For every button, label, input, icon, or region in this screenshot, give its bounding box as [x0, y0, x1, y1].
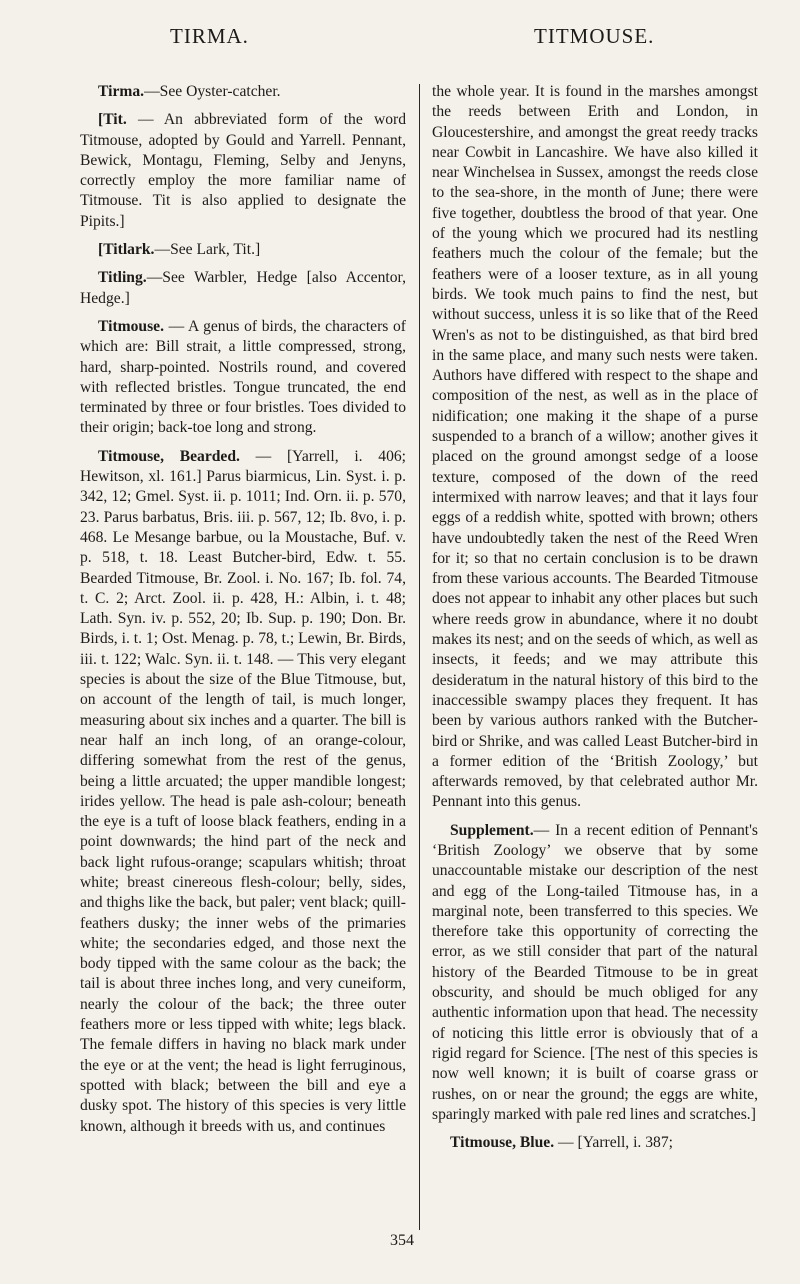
running-head-right: TITMOUSE. — [534, 24, 655, 48]
entry-text: — An abbreviated form of the word Titmouse, adopted by Gould and Yarrell. Pennant, Bewick, Montagu, Fleming, Selby and Jenyns, correctly employ the more familiar name of Titmouse. Tit is also applied to designate the Pipits.] — [80, 111, 406, 230]
entry-term: Titling. — [98, 269, 147, 287]
entry-text: — [Yarrell, i. 406; Hewitson, xl. 161.] Parus biarmicus, Lin. Syst. i. p. 342, 12; Gmel. Syst. ii. p. 1011; Ind. Orn. ii. p. 570, 23. Parus barbatus, Bris. iii. p. 567, 12; Ib. 8vo, i. p. 468. Le Mesange barbue, ou la Moustache, Buf. v. p. 518, t. 18. Least Butcher-bird, Edw. t. 55. Bearded Titmouse, Br. Zool. i. No. 167; Ib. fol. 74, t. C. 2; Arct. Zool. ii. p. 428, H.: Albin, i. t. 48; Lath. Syn. iv. p. 552, 20; Ib. Sup. p. 190; Don. Br. Birds, i. t. 1; Ost. Menag. p. 78, t.; Lewin, Br. Birds, iii. t. 122; Walc. Syn. ii. t. 148. — This very elegant species is about the size of the Blue Titmouse, but, on account of the length of tail, is much longer, measuring about six inches and a quarter. The bill is near half an inch long, of an orange-colour, differing somewhat from the rest of the genus, being a little arcuated; the upper mandible longest; irides yellow. The head is pale ash-colour; beneath the eye is a tuft of loose black feathers, ending in a point downwards; the hind part of the neck and back light rufous-orange; scapulars whitish; throat white; breast cinereous flesh-colour; belly, sides, and thighs like the back, but paler; vent black; quill-feathers dusky; the inner webs of the primaries white; the secondaries edged, and those next the body tipped with the same colour as the back; the tail is about three inches long, and very cuneiform, nearly the colour of the back; the three outer feathers more or less tipped with white; legs black. The female differs in having no black mark under the eye or at the vent; the head is light ferruginous, spotted with black; between the bill and eye a dusky spot. The history of this species is very little known, although it breeds with us, and continues — [80, 447, 406, 1135]
entry-titmouse-blue — [432, 1133, 758, 1153]
entry-term: [Tit. — [98, 111, 127, 129]
entry-text: —See Oyster-catcher. — [144, 83, 281, 100]
entry-term: Supplement. — [450, 821, 534, 839]
entry-term: [Titlark. — [98, 241, 155, 259]
entry-tit — [80, 110, 406, 232]
right-column — [432, 82, 758, 1161]
entry-tirma — [80, 82, 406, 102]
left-column — [80, 82, 406, 1145]
entry-text: —See Warbler, Hedge [also Accentor, Hedge.] — [80, 269, 406, 307]
entry-term: Titmouse, Bearded. — [98, 447, 240, 465]
entry-titlark — [80, 240, 406, 260]
column-divider — [419, 84, 420, 1230]
entry-term: Titmouse. — [98, 317, 164, 335]
entry-text: —See Lark, Tit.] — [154, 241, 261, 259]
entry-text: — A genus of birds, the characters of which are: Bill strait, a little compressed, strong, hard, sharp-pointed. Nostrils round, and covered with reflected bristles. Tongue truncated, the end terminated by three or four bristles. Toes divided to their origin; back-toe long and strong. — [80, 317, 406, 437]
running-head-left: TIRMA. — [170, 24, 249, 48]
entry-term: Tirma. — [98, 83, 145, 100]
entry-term: Titmouse, Blue. — [450, 1134, 555, 1152]
entry-text: the whole year. It is found in the marshes amongst the reeds between Erith and London, in Gloucestershire, and amongst the great reedy tracks near Cowbit in Lancashire. We have also killed it near Winchelsea in Sussex, amongst the reeds close to the sea-shore, in the month of June; there were five together, doubtless the brood of that year. One of the young which we procured had its nestling feathers much the colour of the female; but the feathers were of a looser texture, as in all young birds. We took much pains to find the nest, but without success, unless it is so like that of the Reed Wren's as not to be distinguished, as that bird bred in the same place, and many such nests were taken. Authors have differed with respect to the shape and composition of the nest, as well as in the place of nidification; one making it the shape of a purse suspended to a branch of a willow; another gives it placed on the ground amongst sedge of a loose texture, composed of the down of the reed intermixed with narrow leaves; and that it lays four eggs of a reddish white, spotted with brown; others have undoubtedly taken the nest of the Reed Wren for it; so that no certain conclusion is to be drawn from these various accounts. The Bearded Titmouse does not appear to inhabit any other places but such where reeds grow in abundance, where it no doubt makes its nest; and on the seeds of which, as well as insects, it feeds; and we may attribute this desideratum in the natural history of this bird to the inaccessible swampy places they frequent. It has been by various authors ranked with the Butcher-bird or Shrike, and was called Least Butcher-bird in a former edition of the ‘British Zoology,’ but afterwards removed, by that celebrated author Mr. Pennant into this genus. — [432, 83, 758, 811]
entry-text: — In a recent edition of Pennant's ‘British Zoology’ we observe that by some unaccountable mistake our description of the nest and egg of the Long-tailed Titmouse has, in a marginal note, been transferred to this species. We therefore take this opportunity of correcting the error, as we still consider that part of the natural history of the Bearded Titmouse to be in great obscurity, and should be much obliged for any authentic information upon that head. The necessity of noticing this little error is obviously that of a rigid regard for Science. [The nest of this species is now well known; it is built of coarse grass or rushes, on or near the ground; the eggs are white, sparingly marked with pale red lines and scratches.] — [432, 821, 758, 1123]
entry-text: — [Yarrell, i. 387; — [554, 1134, 673, 1152]
entry-supplement — [432, 821, 758, 1125]
entry-titling — [80, 268, 406, 309]
entry-titmouse — [80, 317, 406, 439]
entry-continuation — [432, 82, 758, 813]
page-number: 354 — [390, 1232, 414, 1249]
entry-titmouse-bearded — [80, 447, 406, 1137]
